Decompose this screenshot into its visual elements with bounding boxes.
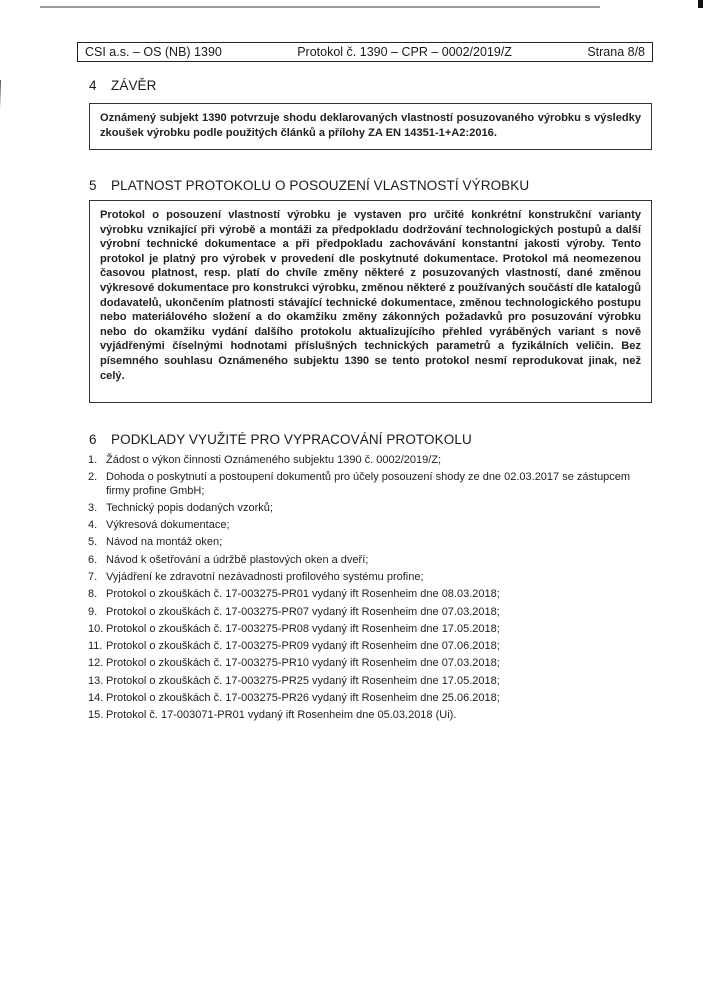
scan-corner-mark [698,0,703,8]
list-item: 5. Návod na montáž oken; [88,536,223,549]
list-item: 3. Technický popis dodaných vzorků; [88,501,273,514]
list-item: 7. Vyjádření ke zdravotní nezávadnosti profilového systému profine; [88,570,424,583]
list-item: 6. Návod k ošetřování a údržbě plastových oken a dveří; [88,553,369,566]
section-4-title: ZÁVĚR [111,78,157,93]
list-item: 13. Protokol o zkouškách č. 17-003275-PR25 vydaný ift Rosenheim dne 17.05.2018; [88,674,500,687]
section-5-heading [89,178,529,193]
section-5-title: PLATNOST PROTOKOLU O POSOUZENÍ VLASTNOSTÍ VÝROBKU [111,178,530,193]
list-item: 14. Protokol o zkouškách č. 17-003275-PR26 vydaný ift Rosenheim dne 25.06.2018; [88,692,500,705]
section-4-number: 4 [89,78,97,93]
scan-edge-left [0,80,1,210]
scan-edge-top [40,6,600,8]
section-6-heading [89,432,472,447]
list-item: 2. Dohoda o poskytnutí a postoupení dokumentů pro účely posouzení shody ze dne 02.03.2017 se zástupcem firmy profine GmbH; [88,471,631,497]
list-item: 15. Protokol č. 17-003071-PR01 vydaný ift Rosenheim dne 05.03.2018 (Ui). [88,709,457,722]
section-6-title: PODKLADY VYUŽITÉ PRO VYPRACOVÁNÍ PROTOKOLU [111,432,472,447]
section-4-text: Oznámený subjekt 1390 potvrzuje shodu deklarovaných vlastností posuzovaného výrobku s výsledky zkoušek výrobku podle použitých článků a přílohy ZA EN 14351-1+A2:2016. [100,112,641,139]
section-5-box [89,200,652,403]
page-header [77,42,653,62]
header-organization: CSI a.s. – OS (NB) 1390 [85,45,222,59]
section-5-text: Protokol o posouzení vlastností výrobku je vystaven pro určité konkrétní konstrukční varianty výrobku vznikající při výrobě a montáži za předpokladu dodržování technologických postupů a další výrobní technické dokumentace a při předpokladu zachovávání konstantní jakosti výroby. Tento protokol je platný pro výrobek v provedení dle poskytnuté dokumentace. Protokol má neomezenou časovou platnost, resp. platí do chvíle změny některé z posuzovaných vlastností, dané změnou výkresové dokumentace pro konstrukci výrobku, změnou některé z používaných součástí dle katalogů dodavatelů, ukončením platnosti stávající technické dokumentace, změnou technologického postupu nebo materiálového složení a do okamžiku změny zákonných požadavků pro posuzování výrobku nebo do okamžiku vydání dalšího protokolu aktualizujícího přehled vyráběných variant s nově vyjádřenými číselnými hodnotami příslušných technických parametrů a fyzikálních veličin. Bez písemného souhlasu Oznámeného subjektu 1390 se tento protokol nesmí reprodukovat jinak, než celý. [100,209,641,382]
list-item: 12. Protokol o zkouškách č. 17-003275-PR10 vydaný ift Rosenheim dne 07.03.2018; [88,657,500,670]
section-6-number: 6 [89,432,97,447]
section-4-box [89,103,652,150]
list-item: 10. Protokol o zkouškách č. 17-003275-PR08 vydaný ift Rosenheim dne 17.05.2018; [88,622,500,635]
list-item: 1. Žádost o výkon činnosti Oznámeného subjektu 1390 č. 0002/2019/Z; [88,454,442,466]
list-item: 9. Protokol o zkouškách č. 17-003275-PR07 vydaný ift Rosenheim dne 07.03.2018; [88,605,500,618]
section-5-number: 5 [89,178,97,193]
header-page-number: Strana 8/8 [587,45,645,59]
list-item: 8. Protokol o zkouškách č. 17-003275-PR01 vydaný ift Rosenheim dne 08.03.2018; [88,588,500,601]
header-protocol-number: Protokol č. 1390 – CPR – 0002/2019/Z [297,45,512,59]
reference-list [88,454,648,727]
section-4-heading [89,78,157,93]
list-item: 4. Výkresová dokumentace; [88,519,230,532]
list-item: 11. Protokol o zkouškách č. 17-003275-PR09 vydaný ift Rosenheim dne 07.06.2018; [88,640,500,653]
